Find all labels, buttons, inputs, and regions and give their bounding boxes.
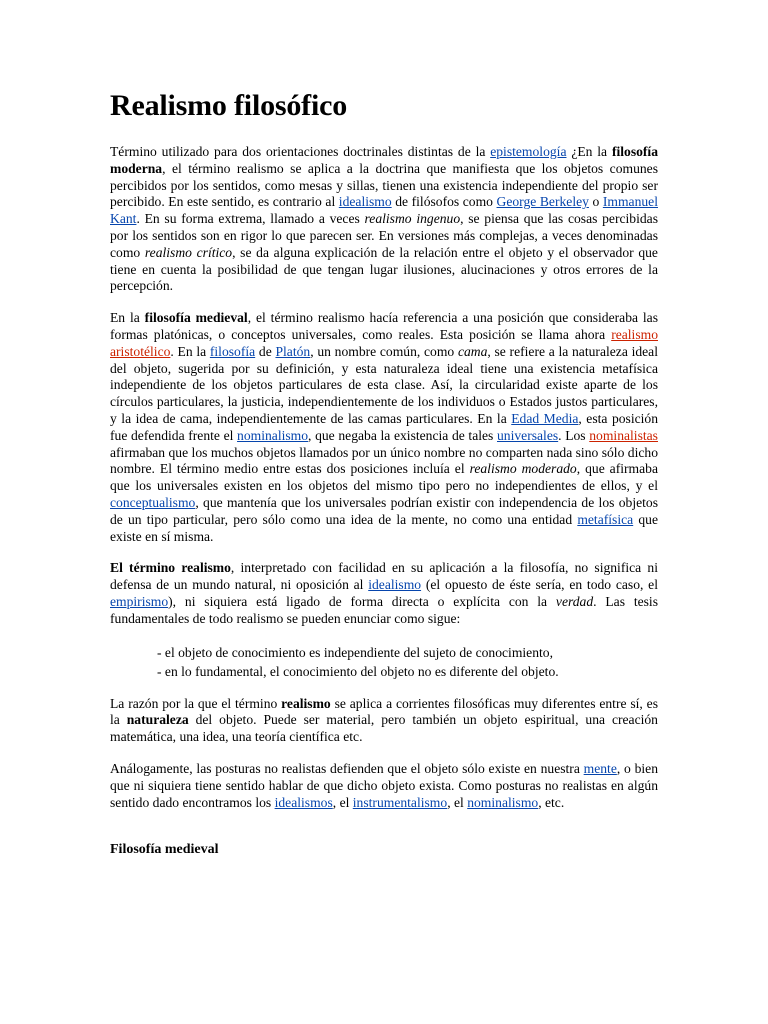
text: de filósofos como [391, 194, 497, 210]
text: de [255, 343, 276, 359]
text: ), ni siquiera está ligado de forma directa o explícita con la [168, 593, 556, 609]
paragraph-nature-of-object [110, 696, 658, 746]
text: , que mantenía que los universales podrían existir con independencia de los objetos de un tipo particular, pero sólo como una idea de la mente, no como una entidad [110, 494, 658, 527]
text: , interpretado con facilidad en su aplicación a la filosofía, no significa ni defensa de un mundo natural, ni oposición al [110, 560, 658, 593]
link-filosofia[interactable]: filosofía [209, 343, 256, 359]
text: , el [332, 794, 353, 810]
italic-term: realismo crítico [144, 244, 233, 260]
text: , el término realismo se aplica a la doctrina que manifiesta que los objetos comunes percibidos por los sentidos, como mesas y sillas, tienen una existencia independiente del propio ser percibido. En este sentido, es contrario al [110, 160, 658, 210]
text: , etc. [538, 794, 565, 810]
link-epistemologia[interactable]: epistemología [490, 144, 567, 159]
link-platon[interactable]: Platón [275, 343, 311, 359]
text: , o bien que ni siquiera tiene sentido hablar de que dicho objeto exista. Como posturas no realistas en algún sentido dado encontramos los [110, 760, 658, 810]
text: se aplica a corrientes filosóficas muy diferentes entre sí, es la [110, 695, 658, 728]
text: Análogamente, las posturas no realistas defienden que el objeto sólo existe en nuestra [110, 760, 584, 776]
text: , esta posición fue defendida frente el [110, 410, 659, 443]
link-metafisica[interactable]: metafísica [577, 511, 634, 527]
page-title: Realismo filosófico [110, 89, 347, 122]
text: afirmaban que los muchos objetos llamados por un único nombre no comparten nada sino sólo dicho nombre. El término medio entre estas dos posiciones incluía el [110, 444, 658, 477]
link-idealismo[interactable]: idealismo [338, 194, 392, 210]
link-nominalismo[interactable]: nominalismo [237, 427, 309, 443]
bold-term: filosofía medieval [144, 310, 248, 326]
link-universales[interactable]: universales [497, 427, 559, 443]
link-mente[interactable]: mente [583, 760, 617, 776]
link-realismo-aristotelico[interactable]: realismo aristotélico [110, 326, 658, 359]
section-heading: Filosofía medieval [110, 842, 219, 858]
link-instrumentalismo[interactable]: instrumentalismo [352, 794, 448, 810]
text: . Las tesis fundamentales de todo realismo se pueden enunciar como sigue: [110, 593, 658, 626]
text: o [588, 194, 603, 210]
text: , se refiere a la naturaleza ideal del objeto, sugerida por su definición, y esta naturaleza ideal tiene una existencia metafísica independiente de los objetos particulares de esta clase. Así, la circularidad existe aparte de los círculos particulares, la justicia, independientemente de los individuos o Estados justos particulares, y la idea de cama, independientemente de las camas particulares. En la [110, 343, 658, 426]
document-page [110, 88, 658, 859]
text: La razón por la que el término [110, 695, 282, 711]
link-empirismo[interactable]: empirismo [110, 593, 169, 609]
paragraph-non-realist-positions [110, 761, 658, 811]
italic-term: realismo ingenuo [364, 211, 461, 227]
link-george-berkeley[interactable]: George Berkeley [496, 194, 589, 210]
text: , se da alguna explicación de la relación entre el objeto y el observador que tiene en cuenta la posibilidad de que tengan lugar ilusiones, alucinaciones y otros errores de la percepción. [110, 244, 658, 294]
text: , se piensa que las cosas percibidas por los sentidos son en rigor lo que parecen ser. En versiones más complejas, a veces denominadas como [110, 211, 658, 260]
link-idealismo[interactable]: idealismo [368, 577, 422, 593]
link-conceptualismo[interactable]: conceptualismo [110, 494, 196, 510]
text: , que negaba la existencia de tales [308, 427, 497, 443]
link-immanuel-kant[interactable]: Immanuel Kant [110, 194, 658, 227]
text: , el [447, 794, 468, 810]
bold-term: realismo [281, 695, 331, 711]
text: (el opuesto de éste sería, en todo caso, el [421, 577, 658, 593]
text: ¿En la [566, 144, 612, 159]
text: . En la [170, 343, 210, 359]
text: del objeto. Puede ser material, pero también un objeto espiritual, una creación matemática, una idea, una teoría científica etc. [110, 712, 658, 745]
bold-term: El término realismo [110, 560, 231, 576]
text: En la [110, 310, 145, 326]
list-item: - en lo fundamental, el conocimiento del objeto no es diferente del objeto. [157, 663, 559, 679]
list-item: - el objeto de conocimiento es independiente del sujeto de conocimiento, [157, 644, 553, 660]
italic-term: verdad [555, 593, 594, 609]
paragraph-term-realism [110, 560, 658, 627]
text: , el término realismo hacía referencia a una posición que consideraba las formas platónicas, o conceptos universales, como reales. Esta posición se llama ahora [110, 310, 659, 342]
text: , que afirmaba que los universales existen en los objetos del mismo tipo pero no independientes de ellos, y el [110, 461, 658, 494]
link-nominalismo[interactable]: nominalismo [467, 794, 539, 810]
text: que existe en sí misma. [110, 511, 658, 544]
text: , un nombre común, como [310, 343, 458, 359]
thesis-list [157, 643, 658, 681]
italic-term: cama [457, 343, 488, 359]
bold-term: naturaleza [126, 712, 189, 728]
text: . En su forma extrema, llamado a veces [136, 211, 365, 227]
paragraph-medieval-realism [110, 310, 658, 545]
paragraph-modern-realism [110, 144, 658, 295]
link-edad-media[interactable]: Edad Media [511, 410, 579, 426]
link-idealismos[interactable]: idealismos [274, 794, 333, 810]
bold-term: filosofía moderna [110, 144, 659, 176]
text: . Los [558, 427, 590, 443]
italic-term: realismo moderado [469, 461, 577, 477]
link-nominalistas[interactable]: nominalistas [589, 427, 658, 443]
text: Término utilizado para dos orientaciones doctrinales distintas de la [110, 144, 491, 159]
